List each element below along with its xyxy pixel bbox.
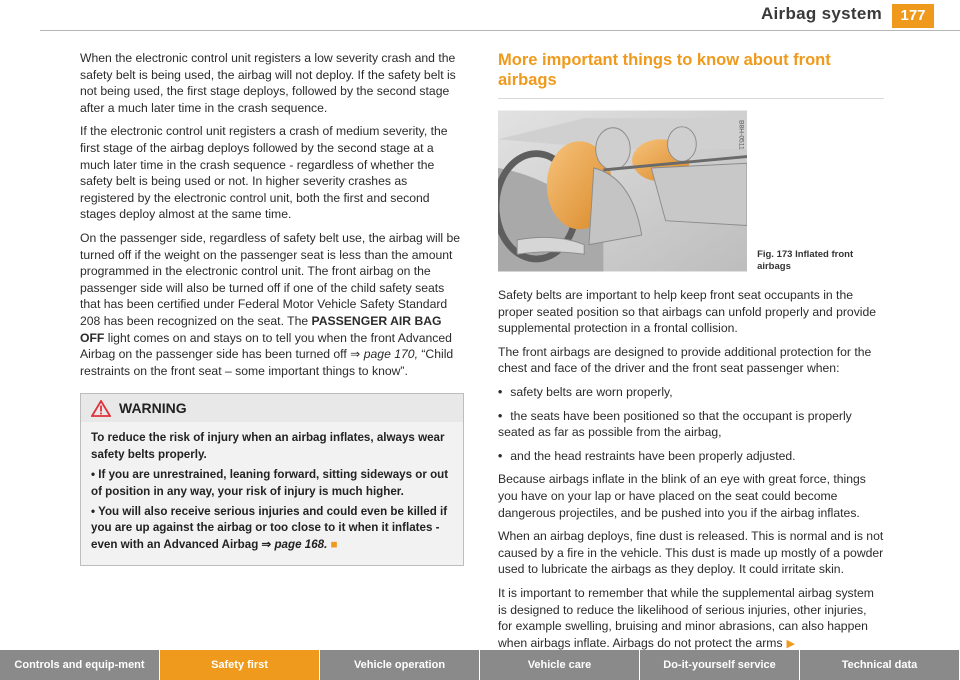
figure	[498, 107, 884, 275]
bullet-icon: •	[91, 504, 96, 518]
section-title: More important things to know about front airbags	[498, 50, 884, 99]
tab-vehicle-operation[interactable]: Vehicle operation	[320, 650, 480, 680]
paragraph: If the electronic control unit registers a crash of medium severity, the first stage of the airbag deploys followed by the second stage at a much later time in the crash sequence - regardless of whether the safety belt is being used or not. In higher severity crashes as registered by the electronic control unit, both the first and second stages deploy almost at the same time.	[80, 124, 448, 222]
figure-caption-text: Inflated front airbags	[757, 249, 854, 272]
figure-code: B8H-0511	[737, 120, 745, 150]
left-column	[80, 50, 464, 566]
right-column	[498, 50, 884, 659]
paragraph: When the electronic control unit registers a low severity crash and the safety belt is being used, the airbag will not deploy. If the safety belt is not being used, the first stage deploys, followed by the second stage after a much later time in the crash sequence.	[80, 51, 456, 115]
paragraph: Because airbags inflate in the blink of an eye with great force, things you have on your lap or have placed on the seat could become dangerous projectiles, and be pushed into you if the airbag inflates.	[498, 472, 866, 520]
tab-do-it-yourself-service[interactable]: Do-it-yourself service	[640, 650, 800, 680]
warning-bullet: • You will also receive serious injuries and could even be killed if you are up against the airbag or too close to it when it inflates - even with an Advanced Airbag ⇒ page 168. ■	[91, 504, 448, 551]
paragraph: The front airbags are designed to provide additional protection for the chest and face of the driver and the front seat passenger when:	[498, 344, 872, 376]
airbag-illustration	[498, 107, 747, 275]
bullet-icon: •	[498, 448, 503, 463]
page-reference-link[interactable]: page 170,	[363, 347, 418, 362]
list-item: • and the head restraints have been properly adjusted.	[498, 448, 796, 463]
tab-technical-data[interactable]: Technical data	[800, 650, 960, 680]
continue-arrow-icon: ▶	[786, 637, 796, 650]
bullet-icon: •	[498, 384, 503, 399]
tab-safety-first[interactable]: Safety first	[160, 650, 320, 680]
warning-bullet: • If you are unrestrained, leaning forward, sitting sideways or out of position in any way, your risk of injury is much higher.	[91, 468, 449, 498]
indicator-label: PASSENGER AIR BAG OFF	[80, 313, 442, 345]
page-reference-link[interactable]: page 168.	[274, 537, 328, 551]
warning-box	[80, 393, 464, 566]
warning-header	[81, 394, 463, 422]
footer-nav	[0, 650, 960, 680]
figure-label: Fig. 173	[757, 249, 793, 260]
list-item: • safety belts are worn properly,	[498, 384, 673, 399]
tab-controls-and-equipment[interactable]: Controls and equip-ment	[0, 650, 160, 680]
warning-title: WARNING	[119, 400, 187, 417]
end-marker-icon: ■	[330, 537, 338, 551]
header-rule	[40, 30, 960, 31]
warning-intro: To reduce the risk of injury when an airbag inflates, always wear safety belts properly.	[91, 431, 445, 461]
arrow-icon: ⇒	[261, 537, 272, 551]
figure-caption	[757, 249, 884, 273]
paragraph: It is important to remember that while the supplemental airbag system is designed to reduce the likelihood of serious injuries, other injuries, for example swelling, bruising and minor abrasions, can also happen when airbags inflate. Airbags do not protect the arms ▶	[498, 585, 874, 650]
paragraph: On the passenger side, regardless of safety belt use, the airbag will be turned off if the weight on the passenger seat is less than the amount programmed in the electronic control unit. The front airbag on the passenger side will also be turned off if one of the child safety seats that has been certified under Federal Motor Vehicle Safety Standard 208 has been recognized on the seat. The PASSENGER AIR BAG OFF light comes on and stays on to tell you when the front Advanced Airbag on the passenger side has been turned off ⇒ page 170, “Child restraints on the front seat – some important things to know”.	[80, 230, 461, 378]
paragraph: When an airbag deploys, fine dust is released. This is normal and is not caused by a fire in the vehicle. This dust is made up mostly of a powder used to lubricate the airbags as they deploy. It could irritate skin.	[498, 529, 884, 577]
page-number: 177	[892, 4, 934, 28]
bullet-icon: •	[91, 468, 96, 482]
tab-vehicle-care[interactable]: Vehicle care	[480, 650, 640, 680]
warning-triangle-icon	[91, 400, 111, 417]
page-header-title: Airbag system	[760, 4, 882, 23]
paragraph: Safety belts are important to help keep front seat occupants in the proper seated position so that airbags can unfold properly and provide supplemental protection in a frontal collision.	[498, 288, 877, 336]
list-item: • the seats have been positioned so that the occupant is properly seated as far as possible from the airbag,	[498, 408, 852, 440]
warning-body	[81, 422, 463, 565]
arrow-icon: ⇒	[350, 347, 361, 362]
bullet-icon: •	[498, 408, 503, 423]
